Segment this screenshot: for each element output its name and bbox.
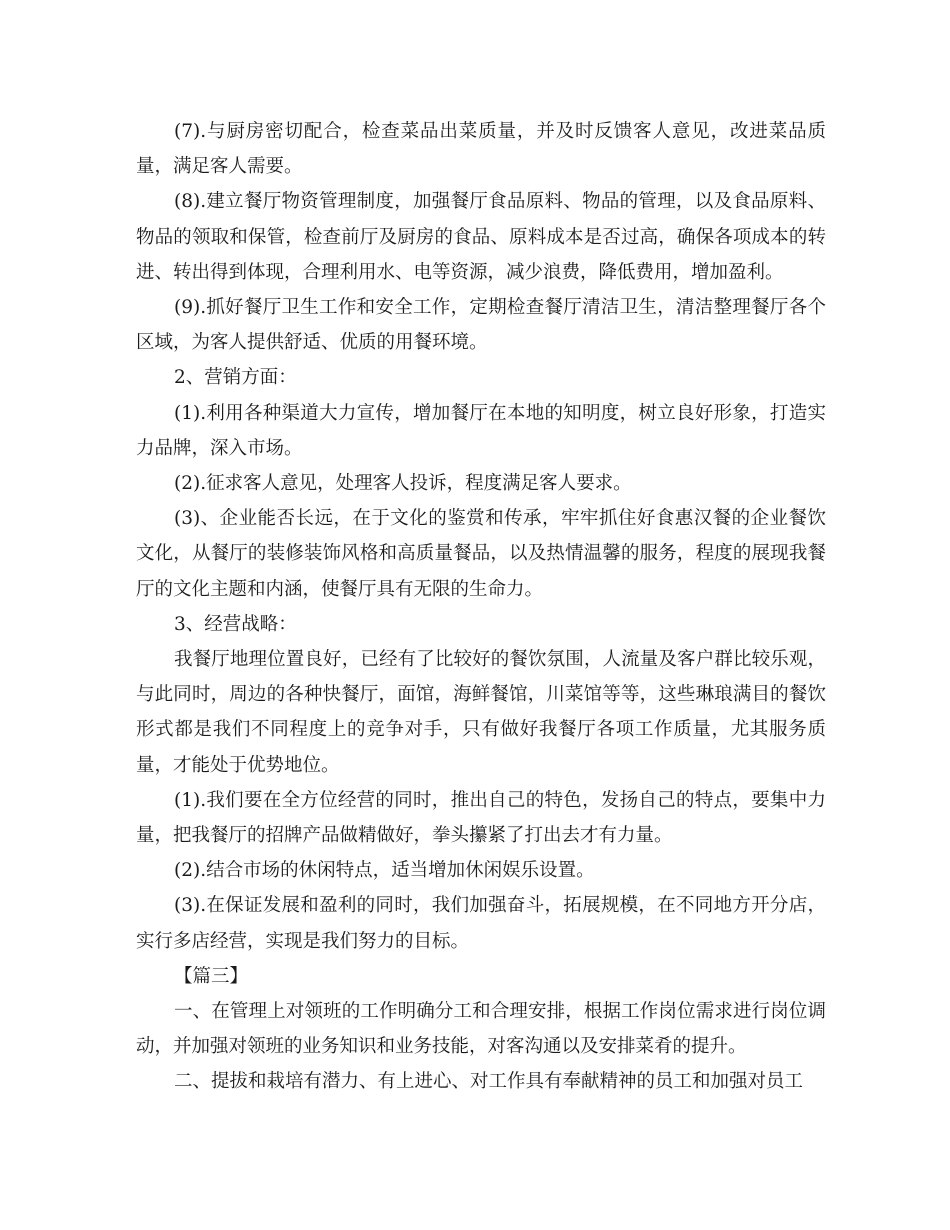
paragraph-strategy-3: (3).在保证发展和盈利的同时，我们加强奋斗，拓展规模，在不同地方开分店，实行多店经营，实现是我们努力的目标。 [136, 895, 826, 952]
document-page [136, 114, 826, 1100]
paragraph-part-three-1: 一、在管理上对领班的工作明确分工和合理安排，根据工作岗位需求进行岗位调动，并加强对领班的业务知识和业务技能，对客沟通以及安排菜肴的提升。 [136, 1001, 826, 1058]
paragraph-8-materials-management: (8).建立餐厅物资管理制度，加强餐厅食品原料、物品的管理，以及食品原料、物品的领取和保管，检查前厅及厨房的食品、原料成本是否过高，确保各项成本的转进、转出得到体现，合理利用水、电等资源，减少浪费，降低费用，增加盈利。 [136, 191, 826, 283]
paragraph-7-kitchen-coordination: (7).与厨房密切配合，检查菜品出菜质量，并及时反馈客人意见，改进菜品质量，满足客人需要。 [136, 121, 826, 178]
section-heading-part-three: 【篇三】 [174, 965, 249, 987]
paragraph-strategy-1: (1).我们要在全方位经营的同时，推出自己的特色，发扬自己的特点，要集中力量，把我餐厅的招牌产品做精做好，拳头攥紧了打出去才有力量。 [136, 789, 826, 847]
paragraph-9-hygiene-safety: (9).抓好餐厅卫生工作和安全工作，定期检查餐厅清洁卫生，清洁整理餐厅各个区域，为客人提供舒适、优质的用餐环境。 [136, 297, 826, 354]
paragraph-strategy-2: (2).结合市场的休闲特点，适当增加休闲娱乐设置。 [174, 860, 595, 882]
paragraph-part-three-2: 二、提拔和栽培有潜力、有上进心、对工作具有奉献精神的员工和加强对员工 [174, 1071, 804, 1093]
paragraph-marketing-2: (2).征求客人意见，处理客人投诉，程度满足客人要求。 [174, 473, 632, 495]
paragraph-marketing-1: (1).利用各种渠道大力宣传，增加餐厅在本地的知明度，树立良好形象，打造实力品牌，深入市场。 [136, 402, 826, 459]
section-heading-marketing: 2、营销方面： [174, 367, 297, 389]
paragraph-strategy-intro: 我餐厅地理位置良好，已经有了比较好的餐饮氛围，人流量及客户群比较乐观，与此同时，周边的各种快餐厅，面馆，海鲜餐馆，川菜馆等等，这些琳琅满目的餐饮形式都是我们不同程度上的竞争对手，只有做好我餐厅各项工作质量，尤其服务质量，才能处于优势地位。 [136, 649, 826, 776]
section-heading-strategy: 3、经营战略： [174, 613, 297, 635]
paragraph-marketing-3: (3)、企业能否长远，在于文化的鉴赏和传承，牢牢抓住好食惠汉餐的企业餐饮文化，从餐厅的装修装饰风格和高质量餐品，以及热情温馨的服务，程度的展现我餐厅的文化主题和内涵，使餐厅具有无限的生命力。 [136, 508, 826, 600]
